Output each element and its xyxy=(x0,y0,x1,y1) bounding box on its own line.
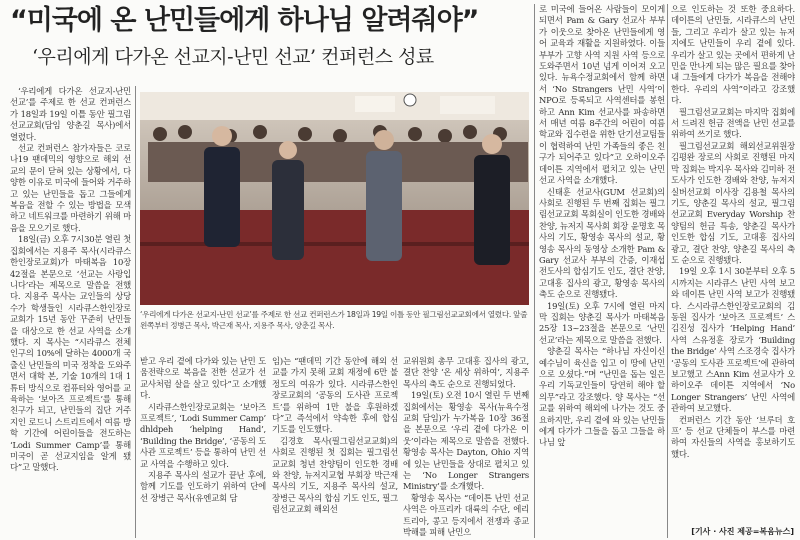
paragraph: 로 미국에 들어온 사람들이 모이게 되면서 Pam & Gary 선교사 부부가 이웃으로 찾아온 난민들에게 영어 교육과 재활을 지원하였다. 이들 부부가 고향 사역 지원 사역 등으로 도와주면서 10년 넘게 이어져 오고 있다. 뉴욕수정교회에서 함께 하면서 ‘No Strangers 난민 사역’이 NPO로 등록되고 사역센터를 봉헌하고 Ann Kim 선교사를 파송하면서 매년 여름 8주간의 어린이 여름학교와 집수련을 위한 단기선교팀들이 협력하여 난민 가족들의 좋은 친구가 되어주고 있다”고 오하이오주 데이튼 지역에서 펼치고 있는 난민 선교 사역을 소개했다. xyxy=(539,4,665,186)
paragraph: 필그림선교교회는 마지막 집회에서 드려진 헌금 전액을 난민 선교를 위하여 쓰기로 했다. xyxy=(671,106,795,140)
paragraph: 컨퍼런스 기간 동안 ‘브루더 호프’ 등 선교 단체들이 부스를 마련하여 자신들의 사역을 홍보하기도 했다. xyxy=(671,414,795,459)
article-column-3 xyxy=(272,356,398,538)
paragraph: 19일(토) 오전 10시 열린 두 번째 집회에서는 황영송 목사(뉴욕수정교회 담임)가 누가복음 10장 36절을 본문으로 ‘우리 곁에 다가온 이웃’이라는 제목으로 말씀을 전했다. 황영송 목사는 Dayton, Ohio 지역에 있는 난민들을 상대로 펼치고 있는 ‘No Longer Strangers Ministry’를 소개했다. xyxy=(403,390,529,492)
paragraph: 임)는 “팬데믹 기간 동안에 해외 선교를 가지 못해 교회 재정에 6만 불 정도의 여유가 있다. 시라큐스한인장로교회의 ‘공동의 도사관 프로젝트’를 위하여 1만 불을 후원하겠다”고 즉석에서 약속한 후에 합심 기도를 인도했다. xyxy=(272,356,398,435)
paragraph: 신태훈 선교사(GUM 선교회)의 사회로 진행된 두 번째 집회는 필그림선교교회 목회실이 인도한 경배와 찬양, 뉴저지 목사회 회장 윤명호 목사의 기도, 황영송 목사의 설교, 황영송 목사의 동영상 소개한 Pam & Gary 선교사 부부의 간증, 이재섭 전도사의 합심기도 인도, 결단 찬양, 고대흥 집사의 광고, 황영송 목사의 축도 순으로 진행됐다. xyxy=(539,186,665,300)
article-column-1 xyxy=(10,86,131,538)
paragraph: 필그림선교교회 해외선교위원장 김평완 장로의 사회로 진행된 마지막 집회는 박지우 목사와 김미하 전도사가 인도한 경배와 찬양, 뉴저지실버선교회 이사장 김용철 목사의 기도, 양춘길 목사의 설교, 필그림선교교회 Everyday Worship 찬양팀의 헌금 특송, 양춘길 목사가 인도한 합심 기도, 고대흥 집사의 광고, 결단 찬양, 양춘길 목사의 축도 순으로 진행됐다. xyxy=(671,140,795,265)
conference-photo xyxy=(140,92,529,305)
paragraph: 선교 컨퍼런스 참가자들은 코로나19 팬데믹의 영향으로 해외 선교의 문이 닫혀 있는 상황에서, 다양한 이유로 미국에 들어와 거주하고 있는 난민들을 돕고 그들에게 복음을 전할 수 있는 방법을 모색하고 네트워크를 마련하기 위해 마음을 모으기로 했다. xyxy=(10,143,131,233)
headline: “미국에 온 난민들에게 하나님 알려줘야” xyxy=(10,5,479,36)
subheadline: ‘우리에게 다가온 선교지-난민 선교’ 컨퍼런스 성료 xyxy=(32,46,434,68)
paragraph: 받고 우리 곁에 다가와 있는 난민 도움전략으로 복음을 전한 선교가 선교사처럼 살을 살고 있다”고 소개했다. xyxy=(140,356,266,401)
article-column-2 xyxy=(140,356,266,538)
paragraph: 황영송 목사는 “데이튼 난민 선교 사역은 아프리카 대륙의 수단, 에리트리아, 콩고 등지에서 전쟁과 종교 박해를 피해 난민으 xyxy=(403,492,529,538)
paragraph: ‘우리에게 다가온 선교지-난민 선교’를 주제로 한 선교 컨퍼런스가 18일과 19일 이틀 동안 필그림선교교회(담임 양춘길 목사)에서 열렸다. xyxy=(10,86,131,142)
paragraph: 시라큐스한인장로교회는 ‘보아즈 프로젝트’, ‘Lodi Summer Camp’ dhldpeh ‘helping Hand’, ‘Building the Bridge’, ‘공동의 도사관 프로젝트’ 등을 통하여 난민 선교 사역을 수행하고 있다. xyxy=(140,401,266,469)
photo-caption: ‘우리에게 다가온 선교지-난민 선교’를 주제로 한 선교 컨퍼런스가 18일과 19일 이틀 동안 필그림선교교회에서 열렸다. 앞줄 왼쪽부터 정병근 목사, 박근재 목사, 지용주 목사, 양춘길 목사. xyxy=(140,310,528,330)
paragraph: 18일(금) 오후 7시30분 열린 첫 집회에서는 지용주 목사(시라큐스한인장로교회)가 마태복음 10장 42절을 본문으로 ‘선교는 사랑입니다’라는 제목으로 말씀을 전했다. 지용주 목사는 교인들의 상당수가 학생들인 시라큐스한인장로교회가 15년 동안 꾸준히 난민들을 대상으로 한 선교 사역을 소개했다. 지 목사는 “시라큐스 전체 인구의 10%에 달하는 4000개 국 출신 난민들의 미국 정착을 도와주면서 대학 본, 기술 10개의 1대 1 튜터 방식으로 컴퓨터와 영어를 교육하는 ‘보아즈 프로젝트’를 통해 친구가 되고, 난민들의 집단 거주지인 로드니 스트리트에서 여름 방학 기간에 어린이들을 전도하는 ‘Lodi Summer Camp’를 통해 미국이 곧 선교지임을 알게 됐다”고 말했다. xyxy=(10,234,131,473)
article-column-5 xyxy=(539,4,665,538)
photo-credit: [기사 · 사진 제공=복음뉴스] xyxy=(691,527,794,536)
article-column-4 xyxy=(403,356,529,538)
paragraph: 교위원회 총무 고대흥 집사의 광고, 결단 찬양 ‘온 세상 위하여’, 지용주 목사의 축도 순으로 진행되었다. xyxy=(403,356,529,389)
paragraph: 양춘길 목사는 “하나님 자신이신 예수님이 육신을 입고 이 땅에 난민으로 오셨다.”며 “난민을 돕는 일은 우리 기독교인들이 당연히 해야 할 의무”라고 강조했다. 양 목사는 “선교를 위하여 해외에 나가는 것도 중요하지만, 우리 곁에 와 있는 난민들에게 다가가 그들을 돕고 그들을 하나님 앞 xyxy=(539,346,665,448)
photo-illustration xyxy=(140,92,529,305)
column-rule xyxy=(667,4,668,538)
article-column-6 xyxy=(671,4,795,524)
column-rule xyxy=(534,4,535,538)
column-rule xyxy=(135,86,136,538)
paragraph: 19일 오후 1시 30분부터 오후 5시까지는 시라큐스 난민 사역 보고와 데이튼 난민 사역 보고가 진행됐다. 스시라큐스한인장로교회의 김동원 집사가 ‘보아즈 프로젝트’ 스김진성 집사가 ‘Helping Hand’ 사역 스유정훈 장로가 ‘Building the Bridge’ 사역 스조경숙 집사가 ‘공동의 도사관 프로젝트’에 관하여 보고했고 스Ann Kim 선교사가 오하이오주 데이튼 지역에서 ‘No Longer Strangers’ 난민 사역에 관하여 보고했다. xyxy=(671,266,795,414)
paragraph: 으로 인도하는 것 또한 중요하다. 데이튼의 난민들, 시라큐스의 난민들, 그리고 우리가 살고 있는 뉴저지에도 난민들이 우리 곁에 있다. 우리가 살고 있는 곳에서 편하게 난민을 만나게 되는 많은 필요를 찾아내 그들에게 다가가 복음을 전해야 한다. 우리의 사역”이라고 강조했다. xyxy=(671,4,795,106)
paragraph: 김경호 목사(필그림선교교회)의 사회로 진행된 첫 집회는 필그림선교교회 청년 찬양팀이 인도한 경배와 찬양, 뉴저지교협 부회장 박근재 목사의 기도, 지용주 목사의 설교, 장병근 목사의 합심 기도 인도, 필그림선교교회 해외선 xyxy=(272,435,398,515)
paragraph: 지용주 목사의 설교가 끝난 후에, 함께 기도를 인도하기 위하여 단에 선 장병근 목사(유엔교회 담 xyxy=(140,470,266,503)
paragraph: 19일(토) 오후 7시에 열린 마지막 집회는 양춘길 목사가 마태복음 25장 13~23절을 본문으로 ‘난민 선교’라는 제목으로 말씀을 전했다. xyxy=(539,300,665,345)
